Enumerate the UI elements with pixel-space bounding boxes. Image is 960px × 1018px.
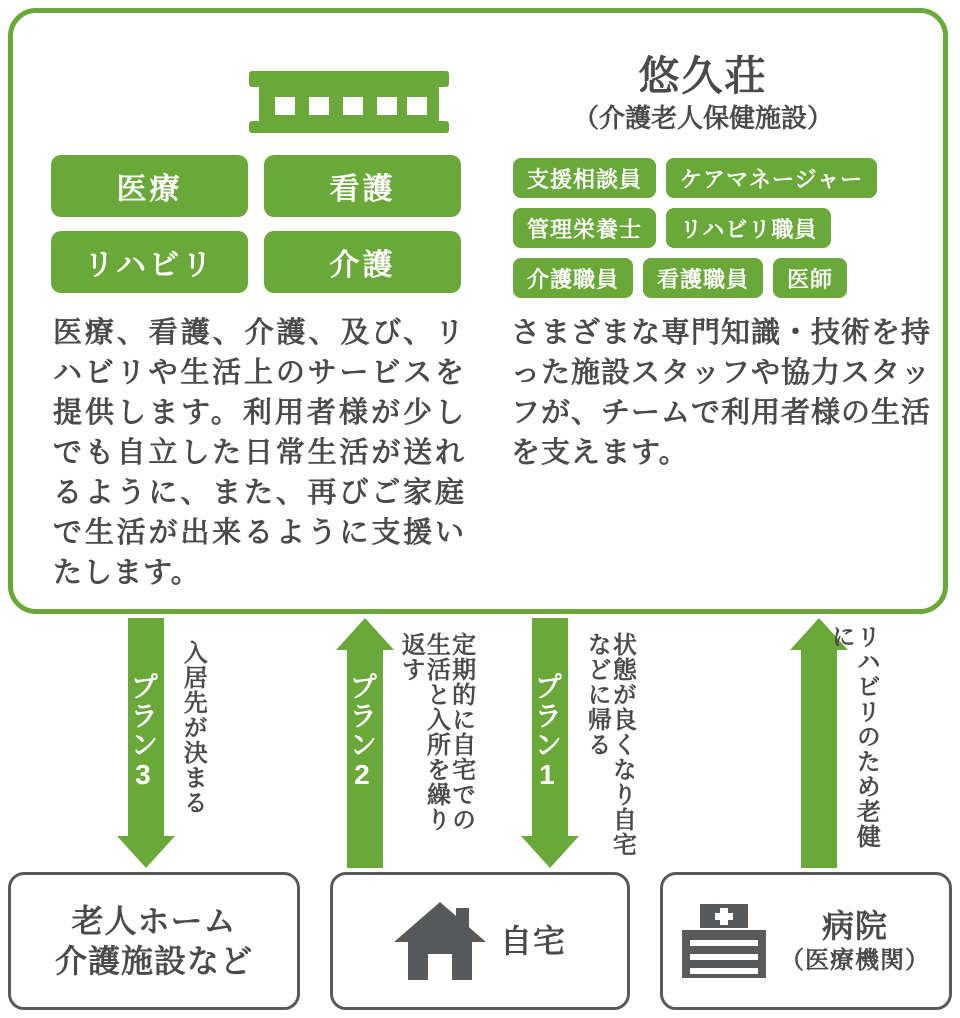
service-tag-medical: 医療 [51, 155, 248, 217]
house-icon [394, 902, 486, 980]
staff-tag-doctor: 医師 [773, 258, 847, 298]
service-tag-care: 介護 [264, 231, 461, 293]
staff-tag-care-staff: 介護職員 [513, 258, 633, 298]
arrow-plan3-description: 入居先が決まる [179, 640, 207, 815]
staff-tag-care-manager: ケアマネージャー [666, 158, 877, 198]
left-description: 医療、看護、介護、及び、リハビリや生活上のサービスを提供します。利用者様が少しでも自立した日常生活が送れるように、また、再びご家庭で生活が出来るように支援いたします。 [53, 317, 465, 590]
facility-card [8, 8, 948, 614]
destination-nursing-home-line2: 介護施設など [54, 943, 253, 979]
building-icon [249, 71, 449, 133]
destination-hospital-label [780, 906, 930, 976]
staff-tag-nursing-staff: 看護職員 [643, 258, 763, 298]
destination-hospital-line1: 病院 [821, 908, 888, 944]
service-tag-nursing: 看護 [264, 155, 461, 217]
facility-name: 悠久荘 [638, 53, 768, 99]
staff-tag-support-counselor: 支援相談員 [513, 158, 656, 198]
arrow-plan2-label: プラン2 [346, 672, 378, 791]
facility-header [13, 31, 943, 141]
destination-own-home-label: 自宅 [499, 923, 566, 959]
arrow-plan1-description: 状態が良くなり自宅などに帰る [583, 632, 636, 857]
destination-hospital-line2: （医療機関） [780, 947, 930, 974]
service-tag-rehab: リハビリ [51, 231, 248, 293]
arrow-hospital-description: リハビリのため老健に [827, 624, 880, 849]
hospital-icon [682, 904, 766, 978]
destination-nursing-home-line1: 老人ホーム [71, 903, 237, 939]
staff-tag-rehab-staff: リハビリ職員 [666, 208, 831, 248]
destination-hospital [660, 872, 952, 1010]
staff-tag-dietitian: 管理栄養士 [513, 208, 656, 248]
destination-nursing-home [8, 872, 300, 1010]
arrow-plan1-label: プラン1 [531, 672, 563, 791]
service-tag-list [51, 155, 461, 293]
arrow-plan3-label: プラン3 [127, 672, 159, 791]
staff-tag-list [513, 158, 927, 298]
page-title [483, 53, 923, 136]
arrow-group [0, 610, 960, 870]
arrow-plan2-description: 定期的に自宅での生活と入所を繰り返す [397, 632, 475, 832]
facility-subtitle: （介護老人保健施設） [572, 103, 833, 134]
right-description: さまざまな専門知識・技術を持った施設スタッフや協力スタッフが、チームで利用者様の生活を支えます。 [511, 317, 932, 470]
destination-own-home [330, 872, 630, 1010]
destination-nursing-home-label [55, 901, 253, 981]
